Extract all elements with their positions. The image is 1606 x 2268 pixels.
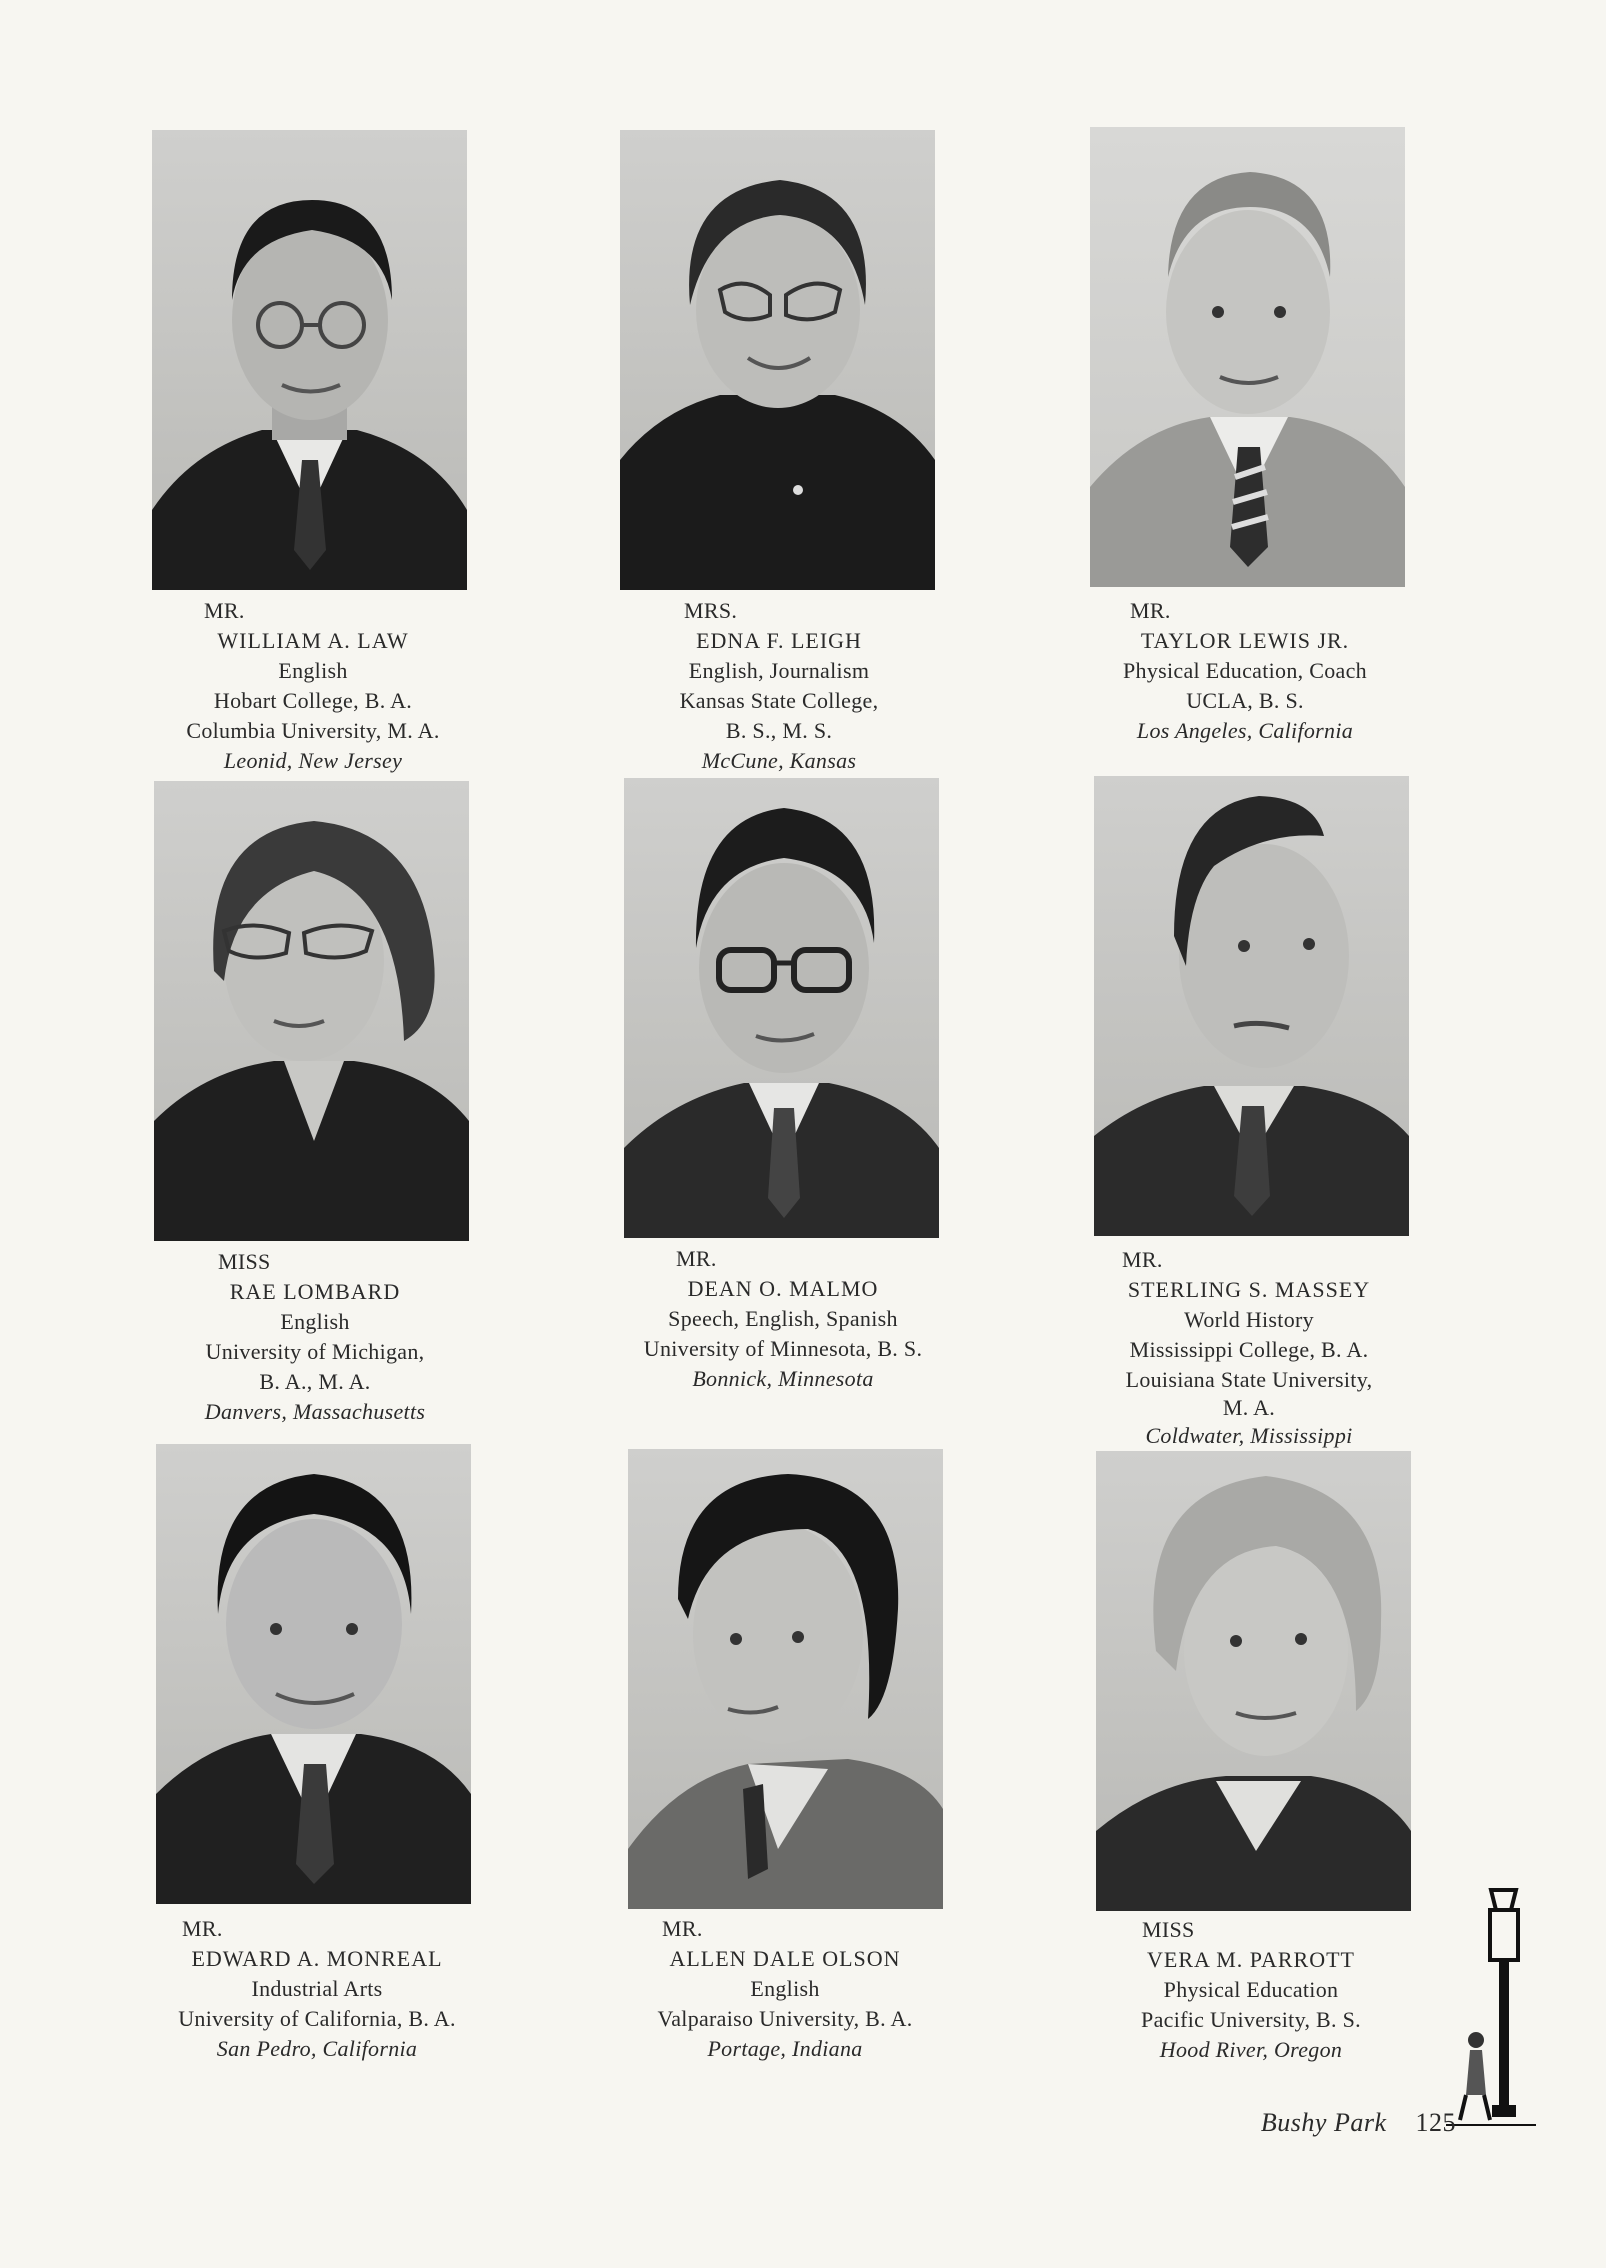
faculty-name: EDWARD A. MONREAL [191,1946,443,1971]
subject: Physical Education [1163,1977,1339,2002]
honorific: MR. [662,1916,703,1941]
honorific: MR. [182,1916,223,1941]
degree: Mississippi College, B. A. [1129,1337,1369,1362]
subject: English [278,658,348,683]
degree: Hobart College, B. A. [213,688,413,713]
hometown: Bonnick, Minnesota [692,1366,874,1391]
page-footer [1261,2108,1456,2138]
portrait-man-suit [156,1444,471,1904]
entry-caption [550,1914,1020,2064]
hometown: McCune, Kansas [701,748,857,773]
portrait-photo [624,778,939,1238]
portrait-man-glasses [624,778,939,1238]
degree: University of Michigan, [205,1339,425,1364]
entry-caption [1016,1915,1486,2065]
faculty-name: RAE LOMBARD [229,1279,401,1304]
subject: Physical Education, Coach [1123,658,1367,683]
degree: University of California, B. A. [178,2006,456,2031]
portrait-woman-glasses [620,130,935,590]
publication-title: Bushy Park [1260,2108,1387,2137]
portrait-photo [1094,776,1409,1236]
hometown: Hood River, Oregon [1159,2037,1343,2062]
portrait-photo [620,130,935,590]
hometown: Danvers, Massachusetts [204,1399,426,1424]
subject: English [280,1309,350,1334]
honorific: MISS [218,1249,271,1274]
lamppost-illustration-icon [1446,1880,1536,2130]
portrait-photo [154,781,469,1241]
subject: Speech, English, Spanish [668,1306,898,1331]
honorific: MR. [1130,598,1171,623]
honorific: MR. [1122,1247,1163,1272]
subject: World History [1184,1307,1314,1332]
portrait-man-suit [1094,776,1409,1236]
entry-caption [78,596,548,776]
degree: B. S., M. S. [725,718,833,743]
faculty-name: DEAN O. MALMO [687,1276,879,1301]
entry-caption [548,1244,1018,1394]
hometown: Coldwater, Mississippi [1145,1423,1353,1448]
degree: UCLA, B. S. [1186,688,1304,713]
degree: Louisiana State University, [1125,1367,1373,1392]
faculty-name: WILLIAM A. LAW [217,628,409,653]
degree: Columbia University, M. A. [186,718,440,743]
entry-caption [82,1914,552,2064]
portrait-photo [1096,1451,1411,1911]
entry-caption [544,596,1014,776]
portrait-photo [152,130,467,590]
subject: English [750,1976,820,2001]
entry-caption [1010,596,1480,746]
portrait-woman-glasses [154,781,469,1241]
degree: Valparaiso University, B. A. [657,2006,913,2031]
honorific: MR. [204,598,245,623]
faculty-name: STERLING S. MASSEY [1127,1277,1371,1302]
hometown: Los Angeles, California [1136,718,1354,743]
entry-caption [80,1247,550,1427]
faculty-name: VERA M. PARROTT [1147,1947,1355,1972]
degree: University of Minnesota, B. S. [643,1336,923,1361]
faculty-name: TAYLOR LEWIS JR. [1140,628,1350,653]
hometown: Leonid, New Jersey [223,748,403,773]
entry-caption [1014,1245,1484,1451]
portrait-photo [628,1449,943,1909]
portrait-man-suit [1090,127,1405,587]
portrait-woman [1096,1451,1411,1911]
portrait-photo [156,1444,471,1904]
faculty-name: ALLEN DALE OLSON [669,1946,901,1971]
hometown: San Pedro, California [216,2036,418,2061]
faculty-name: EDNA F. LEIGH [696,628,862,653]
page-number: 125 [1415,2108,1456,2137]
portrait-man-glasses [152,130,467,590]
degree: Kansas State College, [679,688,879,713]
honorific: MISS [1142,1917,1195,1942]
subject: English, Journalism [688,658,870,683]
hometown: Portage, Indiana [707,2036,863,2061]
subject: Industrial Arts [251,1976,383,2001]
honorific: MRS. [684,598,738,623]
honorific: MR. [676,1246,717,1271]
degree: B. A., M. A. [259,1369,371,1394]
degree: Pacific University, B. S. [1141,2007,1361,2032]
portrait-photo [1090,127,1405,587]
degree: M. A. [1222,1395,1276,1420]
portrait-man-profile [628,1449,943,1909]
